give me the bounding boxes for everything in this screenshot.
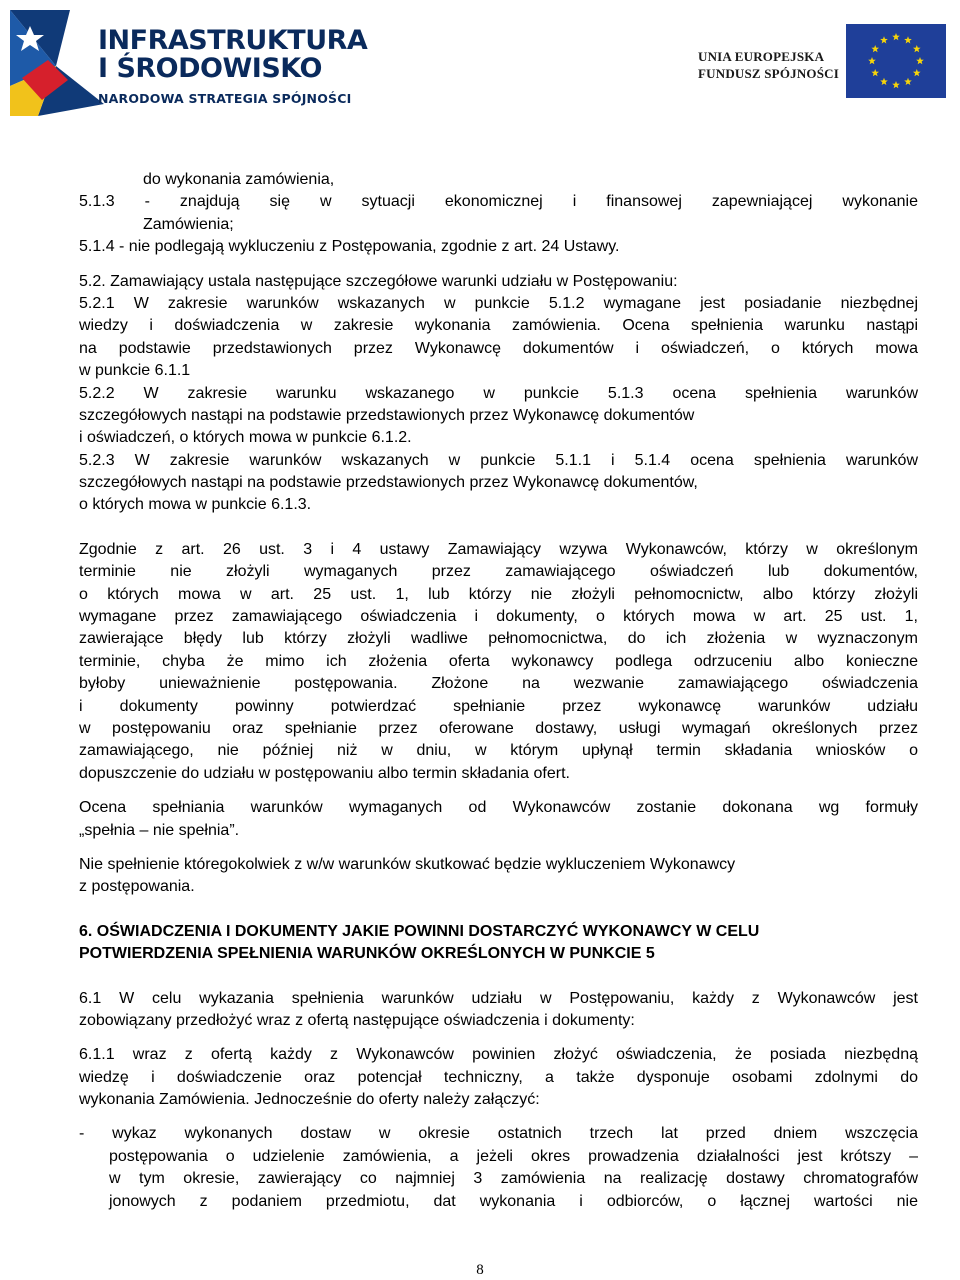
list-item-continuation: jonowych z podaniem przedmiotu, dat wykonania i odbiorców, o łącznej wartości nie	[109, 1192, 918, 1210]
brand-block	[98, 27, 367, 106]
text-line: wiedzy i doświadczenia w zakresie wykonania zamówienia. Ocena spełnienia warunku nastąpi	[79, 317, 918, 335]
text-line: „spełnia – nie spełnia”.	[79, 821, 240, 839]
page-number: 8	[476, 1262, 484, 1278]
list-item-continuation: w tym okresie, zawierający co najmniej 3 zamówienia na realizację dostawy chromatografów	[109, 1170, 918, 1188]
text-line: 5.1.3 - znajdują się w sytuacji ekonomicznej i finansowej zapewniającej wykonanie	[79, 193, 918, 211]
text-line: zamawiającego, nie później niż w dniu, w którym upłynął termin składania wniosków o	[79, 742, 918, 760]
text-line: o których mowa w punkcie 6.1.3.	[79, 496, 312, 514]
text-line: dopuszczenie do udziału w postępowaniu albo termin składania ofert.	[79, 764, 570, 782]
text-line: 5.2.1 W zakresie warunków wskazanych w punkcie 5.1.2 wymagane jest posiadanie niezbędnej	[79, 294, 918, 312]
text-line: 6.1 W celu wykazania spełnienia warunków udziału w Postępowaniu, każdy z Wykonawców jest	[79, 989, 918, 1007]
brand-subtitle: NARODOWA STRATEGIA SPÓJNOŚCI	[98, 91, 352, 106]
text-line: w punkcie 6.1.1	[79, 362, 191, 380]
section-heading: 6. OŚWIADCZENIA I DOKUMENTY JAKIE POWINNI DOSTARCZYĆ WYKONAWCY W CELU	[79, 922, 760, 940]
eu-flag-icon	[846, 24, 946, 98]
text-line: 6.1.1 wraz z ofertą każdy z Wykonawców powinien złożyć oświadczenia, że posiada niezbędną	[79, 1046, 918, 1064]
text-line: o których mowa w art. 25 ust. 1, lub którzy nie złożyli pełnomocnictw, albo którzy złożyli	[79, 585, 918, 603]
text-line: do wykonania zamówienia,	[143, 171, 335, 188]
brand-title-line2: I ŚRODOWISKO	[98, 53, 322, 84]
text-line: 5.2.2 W zakresie warunku wskazanego w punkcie 5.1.3 ocena spełnienia warunków	[79, 384, 918, 402]
text-line: w postępowaniu oraz spełnianie przez oferowane dostawy, usługi wymagań określonych przez	[79, 719, 918, 737]
eu-label	[698, 48, 839, 82]
text-line: z postępowania.	[79, 878, 195, 896]
text-line: byłoby unieważnienie postępowania. Złożone na wezwanie zamawiającego oświadczenia	[79, 675, 918, 693]
text-line: terminie nie złożyli wymaganych przez zamawiającego oświadczeń lub dokumentów,	[79, 563, 918, 581]
text-line: szczegółowych nastąpi na podstawie przedstawionych przez Wykonawcę dokumentów	[79, 406, 695, 424]
text-line: zawierające błędy lub którzy złożyli wadliwe pełnomocnictwa, do ich złożenia w wyznaczonym	[79, 630, 918, 648]
text-line: wiedzę i doświadczenie oraz potencjał techniczny, a także dysponuje osobami zdolnymi do	[79, 1068, 918, 1086]
text-line: terminie, chyba że mimo ich złożenia oferta wykonawcy podlega odrzuceniu albo konieczne	[79, 652, 918, 670]
text-line: Zamówienia;	[143, 215, 234, 233]
list-item-continuation: postępowania o udzielenie zamówienia, a jeżeli okres prowadzenia działalności jest krótszy –	[109, 1147, 918, 1165]
text-line: wymagane przez zamawiającego oświadczenia i dokumenty, o których mowa w art. 25 ust. 1,	[79, 608, 918, 626]
brand-title-line1: INFRASTRUKTURA	[98, 25, 368, 56]
text-line: wykonania Zamówienia. Jednocześnie do oferty należy załączyć:	[79, 1091, 540, 1109]
eu-label-line2: FUNDUSZ SPÓJNOŚCI	[698, 66, 840, 81]
section-heading: POTWIERDZENIA SPEŁNIENIA WARUNKÓW OKREŚLONYCH W PUNKCIE 5	[79, 945, 655, 963]
text-line: szczegółowych nastąpi na podstawie przedstawionych przez Wykonawcę dokumentów,	[79, 474, 698, 492]
infrastruktura-logo-icon	[8, 8, 108, 118]
text-line: 5.2. Zamawiający ustala następujące szczegółowe warunki udziału w Postępowaniu:	[79, 272, 678, 290]
text-line: Nie spełnienie któregokolwiek z w/w warunków skutkować będzie wykluczeniem Wykonawcy	[79, 855, 736, 873]
document-body	[79, 169, 918, 1213]
list-item: - wykaz wykonanych dostaw w okresie ostatnich trzech lat przed dniem wszczęcia	[79, 1125, 918, 1143]
eu-label-line1: UNIA EUROPEJSKA	[698, 49, 825, 64]
text-line: 5.2.3 W zakresie warunków wskazanych w punkcie 5.1.1 i 5.1.4 ocena spełnienia warunków	[79, 451, 918, 469]
text-line: 5.1.4 - nie podlegają wykluczeniu z Postępowania, zgodnie z art. 24 Ustawy.	[79, 238, 620, 256]
text-line: na podstawie przedstawionych przez Wykonawcę dokumentów i oświadczeń, o których mowa	[79, 339, 918, 357]
text-line: Ocena spełniania warunków wymaganych od Wykonawców zostanie dokonana wg formuły	[79, 799, 918, 817]
text-line: i oświadczeń, o których mowa w punkcie 6.1.2.	[79, 429, 412, 447]
text-line: Zgodnie z art. 26 ust. 3 i 4 ustawy Zamawiający wzywa Wykonawców, którzy w określonym	[79, 540, 918, 558]
text-line: i dokumenty powinny potwierdzać spełnianie przez wykonawcę warunków udziału	[79, 697, 918, 715]
text-line: zobowiązany przedłożyć wraz z ofertą następujące oświadczenia i dokumenty:	[79, 1011, 635, 1029]
